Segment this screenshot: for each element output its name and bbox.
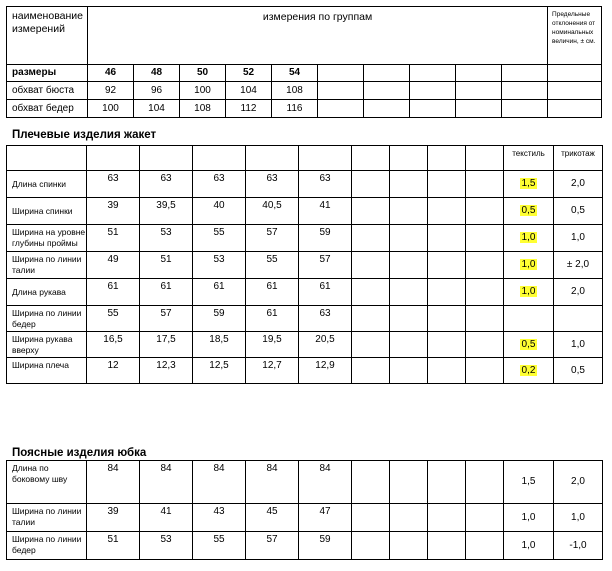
table-row <box>7 198 603 225</box>
empty-cell <box>318 100 364 118</box>
value-cell: 57 <box>246 532 299 560</box>
value-cell: 61 <box>246 306 299 332</box>
empty-cell <box>466 198 504 225</box>
size-cell: 50 <box>180 65 226 82</box>
knit-tolerance-cell: 1,0 <box>554 225 603 252</box>
empty-cell <box>548 65 602 82</box>
textile-tolerance-cell <box>504 279 554 306</box>
value-cell: 55 <box>193 225 246 252</box>
row-label: Ширина рукава вверху <box>7 332 87 358</box>
knit-tolerance-cell: 2,0 <box>554 461 603 504</box>
row-label: обхват бюста <box>7 82 88 100</box>
textile-tolerance-cell <box>504 532 554 560</box>
knit-tolerance-cell: 1,0 <box>554 332 603 358</box>
value-cell: 45 <box>246 504 299 532</box>
value-cell: 47 <box>299 504 352 532</box>
textile-tolerance-cell <box>504 504 554 532</box>
textile-tolerance-cell <box>504 461 554 504</box>
empty-cell <box>246 146 299 171</box>
table-row <box>7 332 603 358</box>
knit-tolerance-cell: 0,5 <box>554 198 603 225</box>
textile-tolerance-value: 0,2 <box>521 364 536 376</box>
value-cell: 61 <box>299 279 352 306</box>
groups-header: измерения по группам <box>88 7 548 65</box>
textile-tolerance-cell <box>504 332 554 358</box>
value-cell: 112 <box>226 100 272 118</box>
value-cell: 84 <box>193 461 246 504</box>
empty-cell <box>390 146 428 171</box>
empty-cell <box>390 198 428 225</box>
value-cell: 41 <box>140 504 193 532</box>
value-cell: 53 <box>140 532 193 560</box>
empty-cell <box>390 225 428 252</box>
value-cell: 100 <box>180 82 226 100</box>
empty-cell <box>352 225 390 252</box>
empty-cell <box>428 252 466 279</box>
empty-cell <box>352 198 390 225</box>
empty-cell <box>428 198 466 225</box>
empty-cell <box>352 252 390 279</box>
value-cell: 40,5 <box>246 198 299 225</box>
value-cell: 16,5 <box>87 332 140 358</box>
empty-cell <box>140 146 193 171</box>
empty-cell <box>466 358 504 384</box>
empty-cell <box>466 225 504 252</box>
size-cell: 52 <box>226 65 272 82</box>
empty-cell <box>428 171 466 198</box>
row-label: Ширина на уровне глубины проймы <box>7 225 87 252</box>
empty-cell <box>466 332 504 358</box>
value-cell: 104 <box>226 82 272 100</box>
row-label: Длина спинки <box>7 171 87 198</box>
knit-tolerance-cell: 2,0 <box>554 171 603 198</box>
empty-cell <box>390 252 428 279</box>
row-label: размеры <box>7 65 88 82</box>
empty-cell <box>428 225 466 252</box>
value-cell: 39,5 <box>140 198 193 225</box>
empty-cell <box>428 358 466 384</box>
empty-cell <box>456 100 502 118</box>
empty-cell <box>410 65 456 82</box>
knit-tolerance-cell: ± 2,0 <box>554 252 603 279</box>
empty-cell <box>428 146 466 171</box>
value-cell: 61 <box>140 279 193 306</box>
skirt-section-title: Поясные изделия юбка <box>12 447 147 459</box>
value-cell: 61 <box>87 279 140 306</box>
empty-cell <box>318 82 364 100</box>
jacket-section-title: Плечевые изделия жакет <box>12 129 157 141</box>
table-row <box>7 252 603 279</box>
value-cell: 53 <box>140 225 193 252</box>
textile-tolerance-cell <box>504 171 554 198</box>
value-cell: 61 <box>246 279 299 306</box>
skirt-table <box>6 460 603 560</box>
knit-tolerance-cell <box>554 306 603 332</box>
empty-cell <box>466 146 504 171</box>
empty-cell <box>390 461 428 504</box>
empty-cell <box>390 358 428 384</box>
deviation-header: Предельные отклонения от номинальных величин, ± см. <box>548 7 602 65</box>
empty-cell <box>352 332 390 358</box>
empty-cell <box>466 306 504 332</box>
table-row <box>7 461 603 504</box>
knit-tolerance-cell: 1,0 <box>554 504 603 532</box>
value-cell: 55 <box>246 252 299 279</box>
size-cell: 48 <box>134 65 180 82</box>
empty-cell <box>502 100 548 118</box>
empty-cell <box>193 146 246 171</box>
value-cell: 84 <box>299 461 352 504</box>
value-cell: 40 <box>193 198 246 225</box>
row-label: Ширина по линии талии <box>7 504 87 532</box>
value-cell: 63 <box>193 171 246 198</box>
empty-cell <box>390 504 428 532</box>
textile-tolerance-value: 0,5 <box>521 205 536 216</box>
value-cell: 12,9 <box>299 358 352 384</box>
value-cell: 55 <box>193 532 246 560</box>
value-cell: 84 <box>87 461 140 504</box>
value-cell: 116 <box>272 100 318 118</box>
textile-tolerance-value: 1,0 <box>521 286 536 297</box>
value-cell: 55 <box>87 306 140 332</box>
value-cell: 41 <box>299 198 352 225</box>
empty-cell <box>428 306 466 332</box>
value-cell: 12,7 <box>246 358 299 384</box>
textile-tolerance-cell <box>504 225 554 252</box>
table-row <box>7 358 603 384</box>
value-cell: 18,5 <box>193 332 246 358</box>
empty-cell <box>352 504 390 532</box>
table-row <box>7 306 603 332</box>
knit-tolerance-cell: 2,0 <box>554 279 603 306</box>
textile-tolerance-cell <box>504 306 554 332</box>
value-cell: 92 <box>88 82 134 100</box>
empty-cell <box>352 279 390 306</box>
row-label: Ширина плеча <box>7 358 87 384</box>
empty-cell <box>364 65 410 82</box>
value-cell: 51 <box>140 252 193 279</box>
empty-cell <box>7 146 87 171</box>
value-cell: 63 <box>299 306 352 332</box>
row-label: Ширина по линии бедер <box>7 306 87 332</box>
empty-cell <box>352 146 390 171</box>
value-cell: 43 <box>193 504 246 532</box>
table-row <box>7 225 603 252</box>
value-cell: 59 <box>193 306 246 332</box>
empty-cell <box>466 504 504 532</box>
empty-cell <box>466 171 504 198</box>
empty-cell <box>428 504 466 532</box>
row-label: Ширина спинки <box>7 198 87 225</box>
value-cell: 57 <box>246 225 299 252</box>
knit-tolerance-cell: 0,5 <box>554 358 603 384</box>
empty-cell <box>364 82 410 100</box>
jacket-table <box>6 145 603 384</box>
value-cell: 104 <box>134 100 180 118</box>
measurements-header-table <box>6 6 602 118</box>
empty-cell <box>410 100 456 118</box>
value-cell: 59 <box>299 225 352 252</box>
table-row <box>7 100 602 118</box>
textile-tolerance-value: 1,0 <box>521 232 536 243</box>
value-cell: 39 <box>87 198 140 225</box>
empty-cell <box>390 532 428 560</box>
value-cell: 51 <box>87 225 140 252</box>
empty-cell <box>456 82 502 100</box>
table-row <box>7 532 603 560</box>
value-cell: 61 <box>193 279 246 306</box>
value-cell: 12 <box>87 358 140 384</box>
empty-cell <box>352 461 390 504</box>
empty-cell <box>428 279 466 306</box>
empty-cell <box>466 461 504 504</box>
textile-tolerance-cell <box>504 252 554 279</box>
textile-tolerance-value: 1,0 <box>521 539 536 551</box>
value-cell: 12,3 <box>140 358 193 384</box>
value-cell: 63 <box>246 171 299 198</box>
size-cell: 54 <box>272 65 318 82</box>
value-cell: 53 <box>193 252 246 279</box>
value-cell: 108 <box>272 82 318 100</box>
knit-tolerance-cell: -1,0 <box>554 532 603 560</box>
textile-tolerance-value: 1,0 <box>521 511 536 523</box>
textile-tolerance-cell <box>504 358 554 384</box>
value-cell: 63 <box>299 171 352 198</box>
value-cell: 20,5 <box>299 332 352 358</box>
empty-cell <box>428 461 466 504</box>
value-cell: 108 <box>180 100 226 118</box>
table-row <box>7 82 602 100</box>
value-cell: 49 <box>87 252 140 279</box>
empty-cell <box>410 82 456 100</box>
empty-cell <box>390 306 428 332</box>
empty-cell <box>466 252 504 279</box>
empty-cell <box>390 332 428 358</box>
empty-cell <box>466 279 504 306</box>
row-label: Ширина по линии талии <box>7 252 87 279</box>
row-label: Длина по боковому шву <box>7 461 87 504</box>
row-label: Длина рукава <box>7 279 87 306</box>
value-cell: 84 <box>246 461 299 504</box>
value-cell: 59 <box>299 532 352 560</box>
empty-cell <box>352 358 390 384</box>
empty-cell <box>318 65 364 82</box>
empty-cell <box>502 82 548 100</box>
textile-tolerance-value: 1,0 <box>521 259 536 270</box>
textile-header: текстиль <box>504 146 554 171</box>
value-cell: 63 <box>87 171 140 198</box>
value-cell: 100 <box>88 100 134 118</box>
row-label: Ширина по линии бедер <box>7 532 87 560</box>
empty-cell <box>428 532 466 560</box>
table-row <box>7 279 603 306</box>
empty-cell <box>466 532 504 560</box>
value-cell: 51 <box>87 532 140 560</box>
empty-cell <box>548 82 602 100</box>
measurement-name-header: наименование измерений <box>7 7 88 65</box>
textile-tolerance-value: 1,5 <box>521 178 536 189</box>
value-cell: 84 <box>140 461 193 504</box>
empty-cell <box>390 171 428 198</box>
textile-tolerance-cell <box>504 198 554 225</box>
row-label: обхват бедер <box>7 100 88 118</box>
textile-tolerance-value: 1,5 <box>521 476 536 487</box>
empty-cell <box>456 65 502 82</box>
table-row <box>7 65 602 82</box>
value-cell: 17,5 <box>140 332 193 358</box>
value-cell: 57 <box>299 252 352 279</box>
empty-cell <box>502 65 548 82</box>
empty-cell <box>352 306 390 332</box>
value-cell: 19,5 <box>246 332 299 358</box>
value-cell: 96 <box>134 82 180 100</box>
size-cell: 46 <box>88 65 134 82</box>
empty-cell <box>390 279 428 306</box>
empty-cell <box>87 146 140 171</box>
empty-cell <box>299 146 352 171</box>
value-cell: 39 <box>87 504 140 532</box>
empty-cell <box>428 332 466 358</box>
table-row <box>7 171 603 198</box>
value-cell: 63 <box>140 171 193 198</box>
empty-cell <box>364 100 410 118</box>
empty-cell <box>352 171 390 198</box>
value-cell: 12,5 <box>193 358 246 384</box>
empty-cell <box>548 100 602 118</box>
knit-header: трикотаж <box>554 146 603 171</box>
table-row <box>7 504 603 532</box>
textile-tolerance-value: 0,5 <box>521 338 536 350</box>
empty-cell <box>352 532 390 560</box>
value-cell: 57 <box>140 306 193 332</box>
